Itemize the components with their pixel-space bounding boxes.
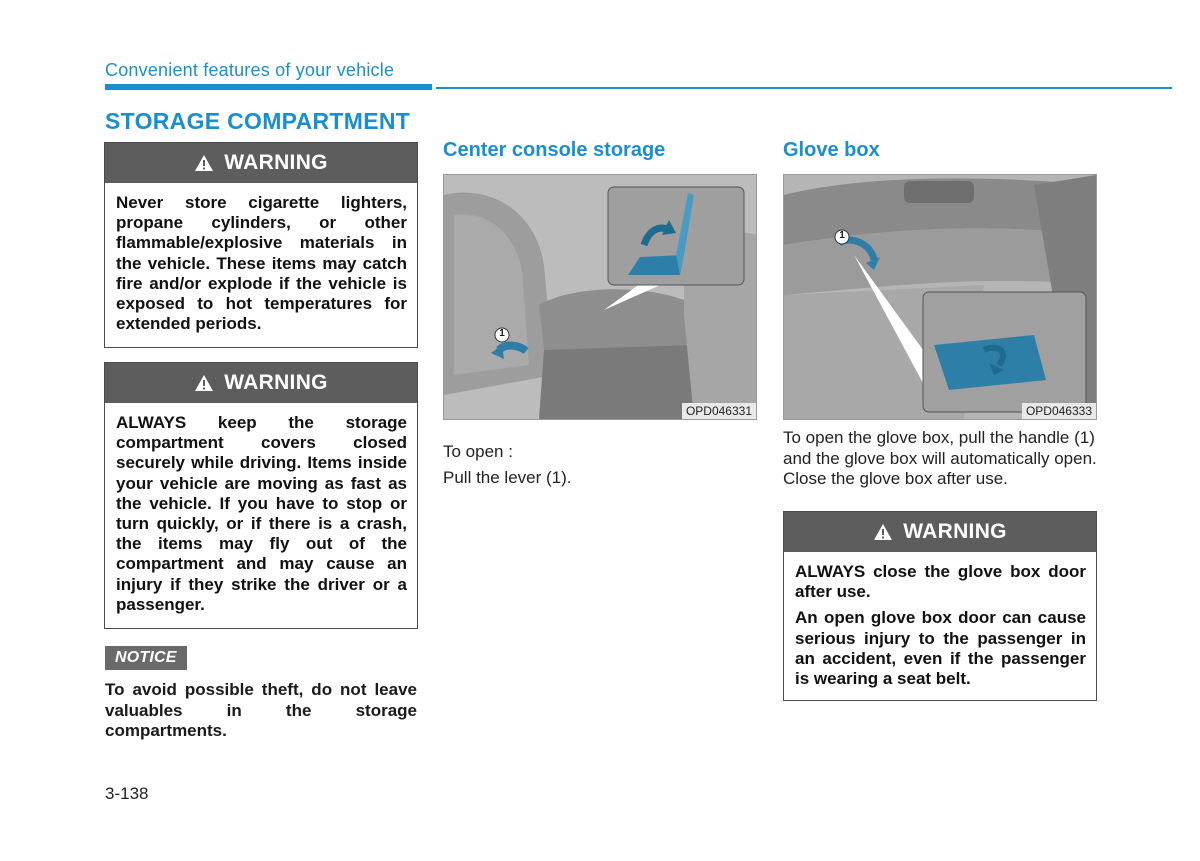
figure-callout-number: 1 <box>499 328 505 339</box>
warning-box-covers <box>104 362 418 629</box>
glove-box-figure <box>783 174 1097 420</box>
warning-paragraph: Never store cigarette lighters, propane cylinders, or other flammable/explosive materials in the vehicle. These items may catch fire and/or explode if the vehicle is exposed to hot temperatures for extended periods. <box>116 193 407 334</box>
warning-paragraph: ALWAYS close the glove box door after use. <box>795 562 1086 602</box>
section-title: STORAGE COMPARTMENT <box>105 108 411 134</box>
running-header: Convenient features of your vehicle <box>105 60 395 80</box>
warning-box-flammables <box>104 142 418 348</box>
warning-paragraph: An open glove box door can cause serious injury to the passenger in an accident, even if the passenger is wearing a seat belt. <box>795 608 1086 689</box>
notice-text: To avoid possible theft, do not leave valuables in the storage compartments. <box>105 680 417 740</box>
glove-box-illustration <box>784 175 1096 419</box>
center-console-instruction-1: To open : <box>443 442 513 461</box>
page-number: 3-138 <box>105 784 149 803</box>
notice-label: NOTICE <box>105 646 187 670</box>
warning-header <box>105 363 417 403</box>
glove-box-instruction: To open the glove box, pull the handle (1) and the glove box will automatically open. Close the glove box after use. <box>783 428 1097 488</box>
warning-header <box>784 512 1096 552</box>
warning-triangle-icon <box>194 154 214 172</box>
warning-text <box>105 403 417 625</box>
figure-callout-number: 1 <box>839 230 845 241</box>
warning-label: WARNING <box>224 151 328 174</box>
warning-triangle-icon <box>194 374 214 392</box>
figure-code: OPD046333 <box>1022 403 1096 419</box>
header-rule-accent <box>105 84 432 90</box>
figure-code: OPD046331 <box>682 403 756 419</box>
warning-paragraph: ALWAYS keep the storage compartment covers closed securely while driving. Items inside your vehicle are moving as fast as the vehicle. If you have to stop or turn quickly, or if there is a crash, the items may fly out of the compartment and may cause an injury if they strike the driver or a passenger. <box>116 413 407 614</box>
warning-text <box>105 183 417 344</box>
warning-triangle-icon <box>873 523 893 541</box>
center-console-heading: Center console storage <box>443 139 666 161</box>
warning-text <box>784 552 1096 699</box>
center-console-illustration <box>444 175 756 419</box>
header-rule <box>436 87 1172 89</box>
warning-label: WARNING <box>903 520 1007 543</box>
warning-box-glove-box <box>783 511 1097 701</box>
warning-header <box>105 143 417 183</box>
glove-box-heading: Glove box <box>783 139 880 161</box>
center-console-instruction-2: Pull the lever (1). <box>443 468 572 487</box>
warning-label: WARNING <box>224 371 328 394</box>
center-console-figure <box>443 174 757 420</box>
